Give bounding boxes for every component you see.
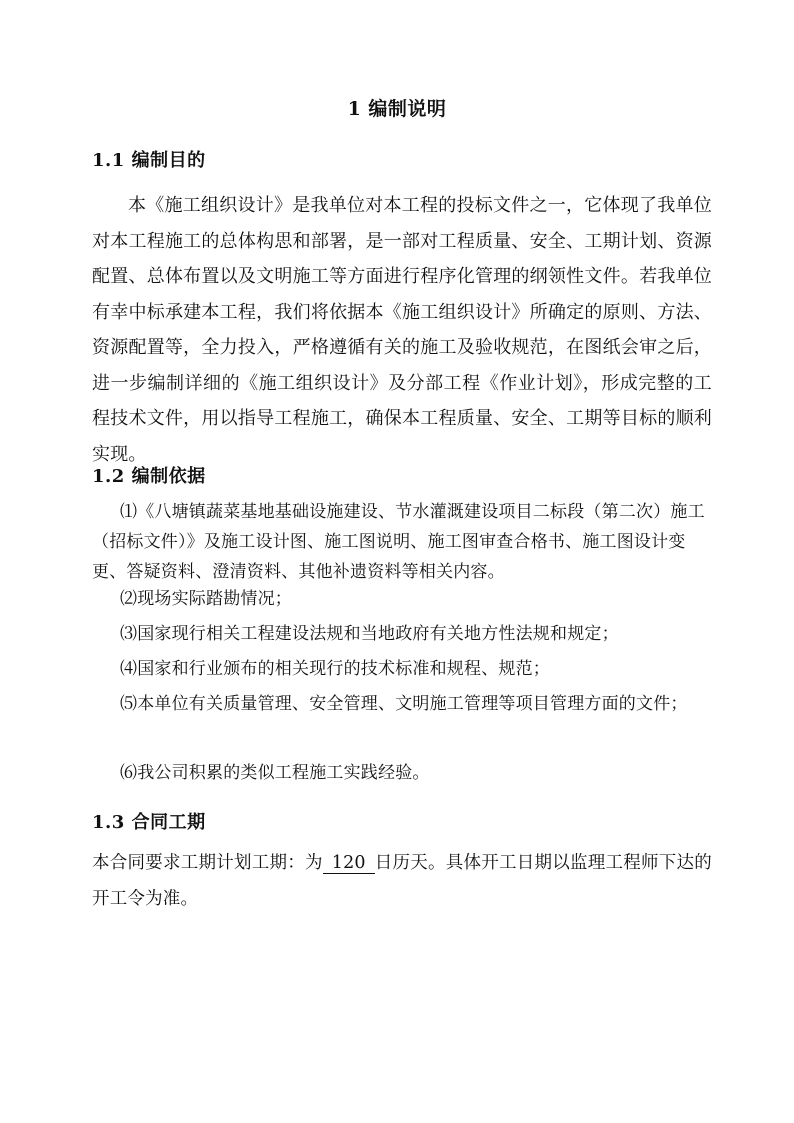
basis-item-4: ⑷国家和行业颁布的相关现行的技术标准和规程、规范； (120, 659, 550, 679)
basis-item-6: ⑹我公司积累的类似工程施工实践经验。 (120, 763, 430, 783)
contract-days-value: 120 (323, 853, 375, 874)
section-1-3-heading: 1.3 合同工期 (92, 812, 206, 833)
section-1-1-paragraph: 本《施工组织设计》是我单位对本工程的投标文件之一，它体现了我单位对本工程施工的总体构思和部署，是一部对工程质量、安全、工期计划、资源配置、总体布置以及文明施工等方面进行程序化管理的纲领性文件。若我单位有幸中标承建本工程，我们将依据本《施工组织设计》所确定的原则、方法、资源配置等，全力投入，严格遵循有关的施工及验收规范，在图纸会审之后，进一步编制详细的《施工组织设计》及分部工程《作业计划》，形成完整的工程技术文件，用以指导工程施工，确保本工程质量、安全、工期等目标的顺利实现。 (92, 195, 712, 465)
section-1-3-paragraph (92, 846, 712, 917)
section-1-2-heading: 1.2 编制依据 (92, 466, 206, 487)
basis-item-5: ⑸本单位有关质量管理、安全管理、文明施工管理等项目管理方面的文件； (120, 694, 688, 714)
basis-item-1: ⑴《八塘镇蔬菜基地基础设施建设、节水灌溉建设项目二标段（第二次）施工（招标文件）》及施工设计图、施工图说明、施工图审查合格书、施工图设计变更、答疑资料、澄清资料、其他补遗资料等相关内容。 (92, 502, 705, 582)
basis-item-3: ⑶国家现行相关工程建设法规和当地政府有关地方性法规和规定； (120, 624, 619, 644)
section-1-1-heading: 1.1 编制目的 (92, 150, 206, 171)
contract-period-text-after: 日历天。具体开工日期以监理工程师下达的开工令为准。 (92, 853, 712, 909)
contract-period-text-before: 本合同要求工期计划工期：为 (92, 853, 323, 873)
document-title: 1 编制说明 (347, 98, 447, 120)
basis-item-2: ⑵现场实际踏勘情况； (120, 589, 292, 609)
